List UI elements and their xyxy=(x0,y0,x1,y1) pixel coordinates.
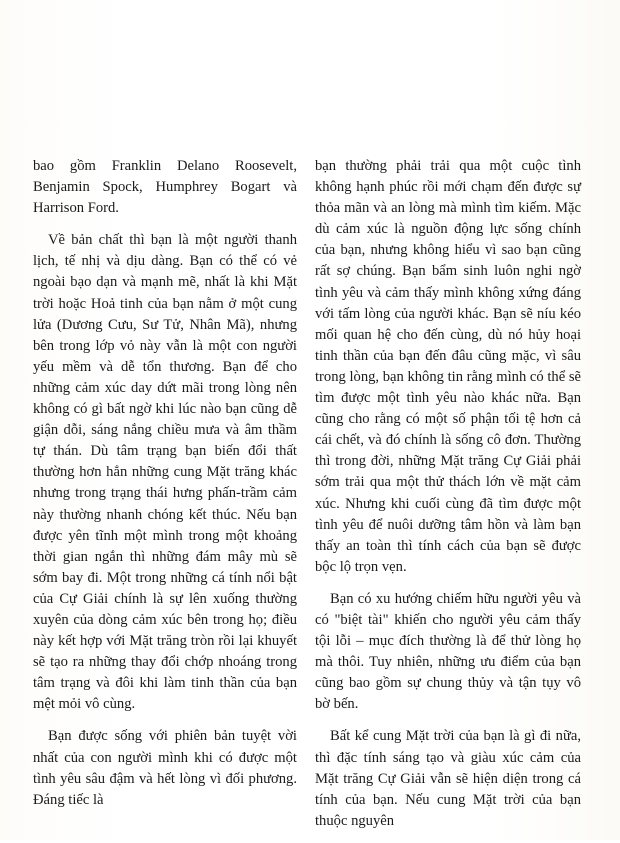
paragraph: Về bản chất thì bạn là một người thanh lịch, tế nhị và dịu dàng. Bạn có thể có vẻ ngoài bạo dạn và mạnh mẽ, nhất là khi Mặt trời hoặc Hoả tinh của bạn nằm ở một cung lửa (Dương Cưu, Sư Tử, Nhân Mã), nhưng bên trong lớp vỏ này vẫn là một con người yếu mềm và dễ tổn thương. Bạn để cho những cảm xúc day dứt mãi trong lòng nên không có gì bất ngờ khi lúc nào bạn cũng dễ giận dỗi, sáng nắng chiều mưa và âm thầm tự thán. Dù tâm trạng bạn biến đổi thất thường hơn hẳn những cung Mặt trăng khác nhưng trong trạng thái hưng phấn-trầm cảm này thường nhanh chóng kết thúc. Nếu bạn được yên tĩnh một mình trong một khoảng thời gian ngắn thì những đám mây mù sẽ sớm bay đi. Một trong những cá tính nổi bật của Cự Giải chính là sự lên xuống thường xuyên của dòng cảm xúc bên trong họ; điều này kết hợp với Mặt trăng tròn rồi lại khuyết sẽ tạo ra những thay đổi chớp nhoáng trong tâm trạng và đôi khi làm tinh thần của bạn mệt mỏi vô cùng. xyxy=(33,232,297,713)
paragraph: Bạn có xu hướng chiếm hữu người yêu và có "biệt tài" khiến cho người yêu cảm thấy tội lỗi – mục đích thường là để thử lòng họ mà thôi. Tuy nhiên, những ưu điểm của bạn cũng bao gồm sự chung thủy và tận tụy vô bờ bến. xyxy=(315,590,581,713)
left-column xyxy=(33,156,297,822)
paragraph: bạn thường phải trải qua một cuộc tình không hạnh phúc rồi mới chạm đến được sự thỏa mãn và an lòng mà mình tìm kiếm. Mặc dù cảm xúc là nguồn động lực sống chính của bạn, nhưng không hiểu vì sao bạn cũng rất sợ chúng. Bạn bẩm sinh luôn nghi ngờ tình yêu và cảm thấy mình không xứng đáng với tấm lòng của người khác. Bạn sẽ níu kéo mối quan hệ cho đến cùng, dù nó hủy hoại tinh thần của bạn đến đâu cũng mặc, vì sâu trong lòng, bạn không tin rằng mình có thể sẽ tìm được một tình yêu nào khác nữa. Bạn cũng cho rằng có một số phận tối tệ hơn cả cái chết, và đó chính là sống cô đơn. Thường thì trong đời, những Mặt trăng Cự Giải phải sớm trải qua một thử thách lớn về mặt cảm xúc. Nhưng khi cuối cùng đã tìm được một tình yêu để nuôi dưỡng tâm hồn và làm bạn thấy an toàn thì tính cách của bạn sẽ được bộc lộ trọn vẹn. xyxy=(315,158,581,575)
paragraph: Bất kể cung Mặt trời của bạn là gì đi nữa, thì đặc tính sáng tạo và giàu xúc cảm của Mặt trăng Cự Giải vẫn sẽ hiện diện trong cá tính của bạn. Nếu cung Mặt trời của bạn thuộc nguyên xyxy=(315,728,581,829)
right-column xyxy=(315,156,581,843)
paragraph: Bạn được sống với phiên bản tuyệt vời nhất của con người mình khi có được một tình yêu sâu đậm và hết lòng vì đối phương. Đáng tiếc là xyxy=(33,728,297,808)
paragraph: bao gồm Franklin Delano Roosevelt, Benjamin Spock, Humphrey Bogart và Harrison Ford. xyxy=(33,158,297,217)
